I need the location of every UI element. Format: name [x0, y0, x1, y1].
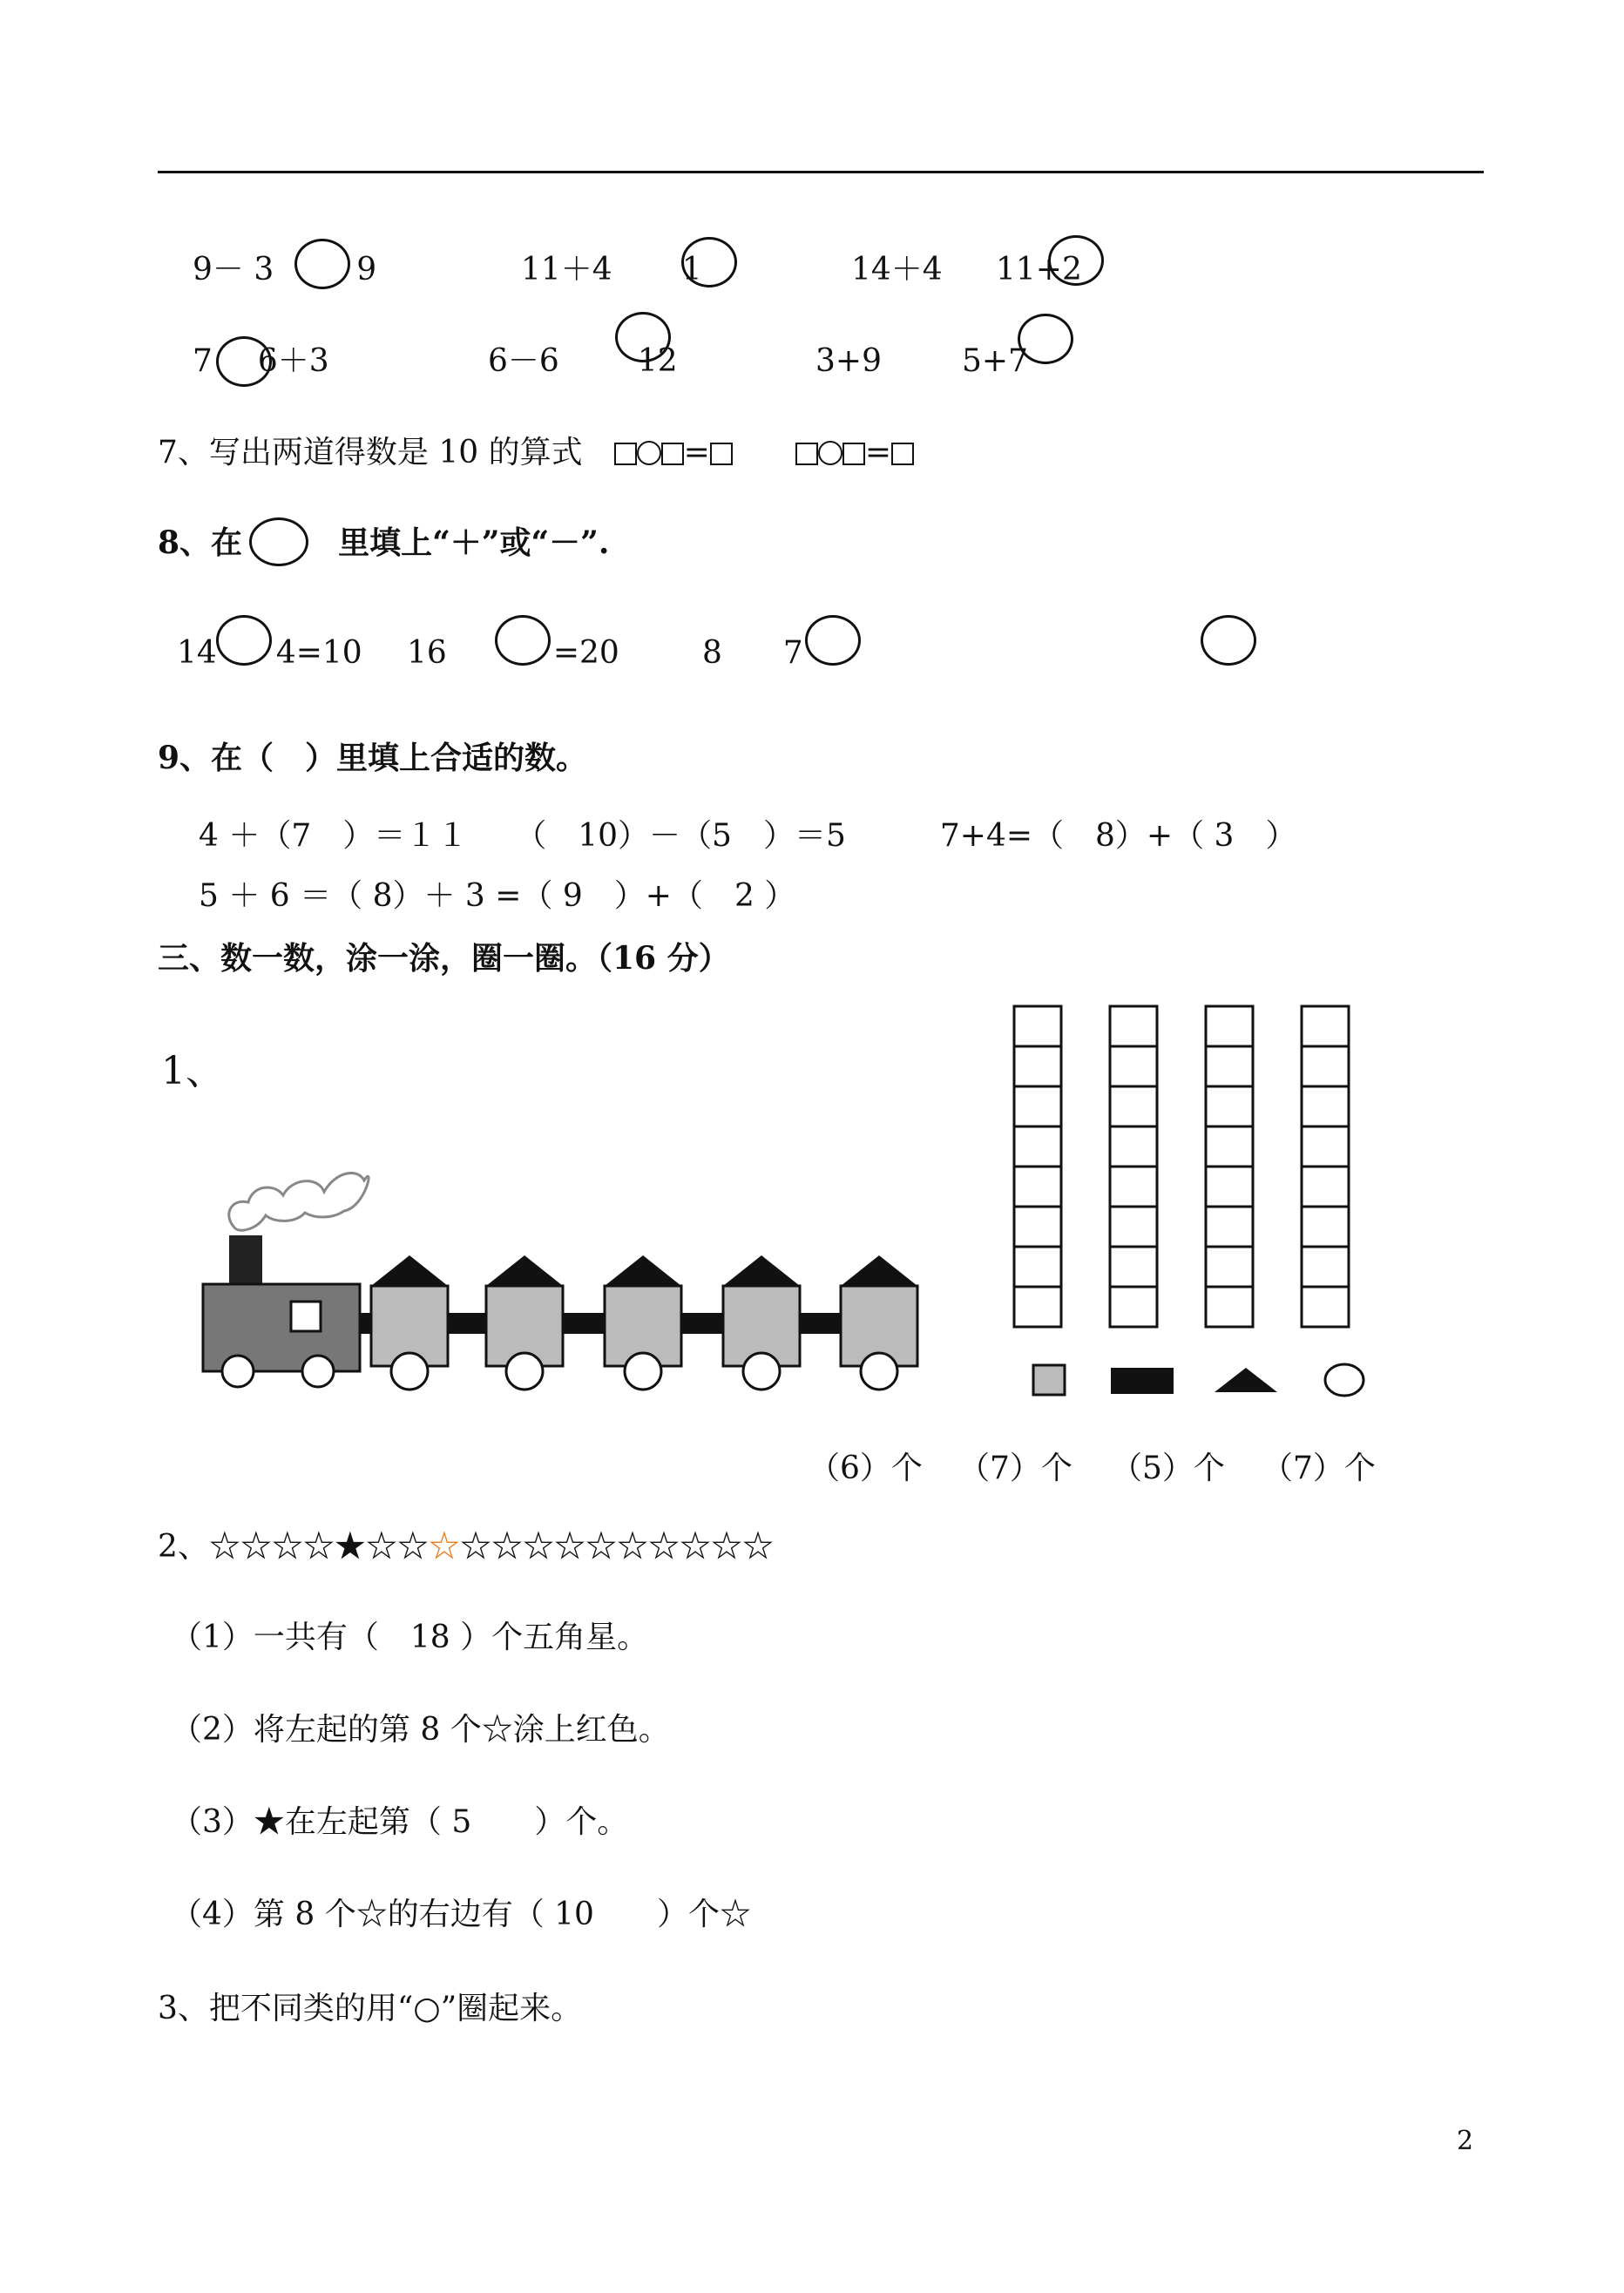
- count-square: （6）个: [809, 1451, 923, 1486]
- section-3-title: 三、数一数，涂一涂，圈一圈。（16 分）: [158, 940, 730, 977]
- problem-1-4: 11+2: [996, 252, 1082, 287]
- problem-1-2: 11＋4 1: [521, 252, 702, 287]
- s3-q2-sub-1: （1）一共有（ 18 ）个五角星。: [171, 1620, 649, 1655]
- page-number: 2: [1457, 2126, 1474, 2156]
- bar-cell[interactable]: [1206, 1126, 1253, 1167]
- bar-cell[interactable]: [1302, 1287, 1349, 1327]
- counting-bars: [1014, 1006, 1349, 1327]
- square-shape: [1033, 1365, 1065, 1395]
- bar-cell[interactable]: [1206, 1006, 1253, 1046]
- carriage: [486, 1255, 563, 1390]
- problem-2-3: 3+9: [815, 343, 882, 379]
- s3-q2-sub-3: （3）★在左起第（ 5 ）个。: [171, 1804, 629, 1840]
- engine-window: [291, 1302, 321, 1331]
- rectangle-shape: [1111, 1368, 1174, 1394]
- s3-q2-sub-2: （2）将左起的第 8 个☆涂上红色。: [171, 1712, 670, 1748]
- circle-shape: [1325, 1364, 1363, 1396]
- count-rectangle: （7）个: [958, 1451, 1073, 1486]
- chimney: [229, 1235, 262, 1286]
- highlighted-star: ☆: [428, 1529, 460, 1565]
- bar-cell[interactable]: [1110, 1167, 1157, 1207]
- s3-q2-stars: 2、☆☆☆☆★☆☆☆☆☆☆☆☆☆☆☆☆☆: [158, 1529, 774, 1565]
- bar-cell[interactable]: [1110, 1126, 1157, 1167]
- carriage: [605, 1255, 681, 1390]
- bar-cell[interactable]: [1014, 1086, 1061, 1126]
- problem-2-1: 7 6＋3: [193, 343, 329, 379]
- bar-cell[interactable]: [1206, 1046, 1253, 1086]
- question-9: 9、在（ ）里填上合适的数。: [158, 740, 588, 776]
- bar-cell[interactable]: [1206, 1247, 1253, 1287]
- bar-cell[interactable]: [1110, 1287, 1157, 1327]
- bar-cell[interactable]: [1206, 1207, 1253, 1247]
- q8-item-1: 14 4=10: [177, 635, 362, 671]
- bar-cell[interactable]: [1014, 1167, 1061, 1207]
- q9-line-1: 4 ＋（7 ）＝１１ （ 10）－（5 ）＝5 7+4=（ 8）+（ 3 ）: [199, 818, 1297, 854]
- engine-body: [203, 1284, 360, 1371]
- bar-cell[interactable]: [1302, 1207, 1349, 1247]
- s3-q2-sub-4: （4）第 8 个☆的右边有（ 10 ）个☆: [171, 1897, 751, 1932]
- bar-cell[interactable]: [1014, 1207, 1061, 1247]
- bar-cell[interactable]: [1206, 1086, 1253, 1126]
- wheel: [302, 1356, 334, 1387]
- bar-cell[interactable]: [1110, 1086, 1157, 1126]
- problem-1-1: 9－ 3 9: [193, 252, 377, 287]
- bar-cell[interactable]: [1302, 1086, 1349, 1126]
- problem-2-4: 5+7: [962, 343, 1028, 379]
- count-triangle: （5）个: [1111, 1451, 1225, 1486]
- bar-cell[interactable]: [1302, 1006, 1349, 1046]
- triangle-shape: [1215, 1368, 1277, 1392]
- question-7: 7、写出两道得数是 10 的算式 = =: [158, 434, 914, 472]
- question-8: 8、在 里填上“＋”或“－”.: [158, 524, 610, 561]
- bar-cell[interactable]: [1302, 1167, 1349, 1207]
- bar-cell[interactable]: [1110, 1247, 1157, 1287]
- bar-cell[interactable]: [1110, 1006, 1157, 1046]
- bar-cell[interactable]: [1302, 1247, 1349, 1287]
- bar-cell[interactable]: [1206, 1287, 1253, 1327]
- carriage: [371, 1255, 448, 1390]
- q9-line-2: 5 ＋ 6 ＝（ 8）＋ 3 =（ 9 ）+（ 2 ）: [199, 878, 796, 914]
- bar-cell[interactable]: [1110, 1207, 1157, 1247]
- q8-item-3: 8 7: [702, 635, 803, 671]
- bar-cell[interactable]: [1110, 1046, 1157, 1086]
- q8-item-2: 16 =20: [407, 635, 619, 671]
- bar-cell[interactable]: [1014, 1006, 1061, 1046]
- bar-cell[interactable]: [1302, 1126, 1349, 1167]
- bar-cell[interactable]: [1302, 1046, 1349, 1086]
- bar-cell[interactable]: [1206, 1167, 1253, 1207]
- count-circle: （7）个: [1262, 1451, 1376, 1486]
- problem-2-2: 6－6 12: [488, 343, 678, 379]
- bar-cell[interactable]: [1014, 1046, 1061, 1086]
- s3-q1-label: 1、: [161, 1049, 224, 1093]
- s3-q3-label: 3、把不同类的用“○”圈起来。: [158, 1991, 583, 2026]
- bar-cell[interactable]: [1014, 1247, 1061, 1287]
- carriage: [723, 1255, 800, 1390]
- smoke-cloud: [229, 1173, 369, 1230]
- problem-1-3: 14＋4: [851, 252, 943, 287]
- bar-cell[interactable]: [1014, 1126, 1061, 1167]
- bar-cell[interactable]: [1014, 1287, 1061, 1327]
- wheel: [222, 1356, 254, 1387]
- carriage: [841, 1255, 917, 1390]
